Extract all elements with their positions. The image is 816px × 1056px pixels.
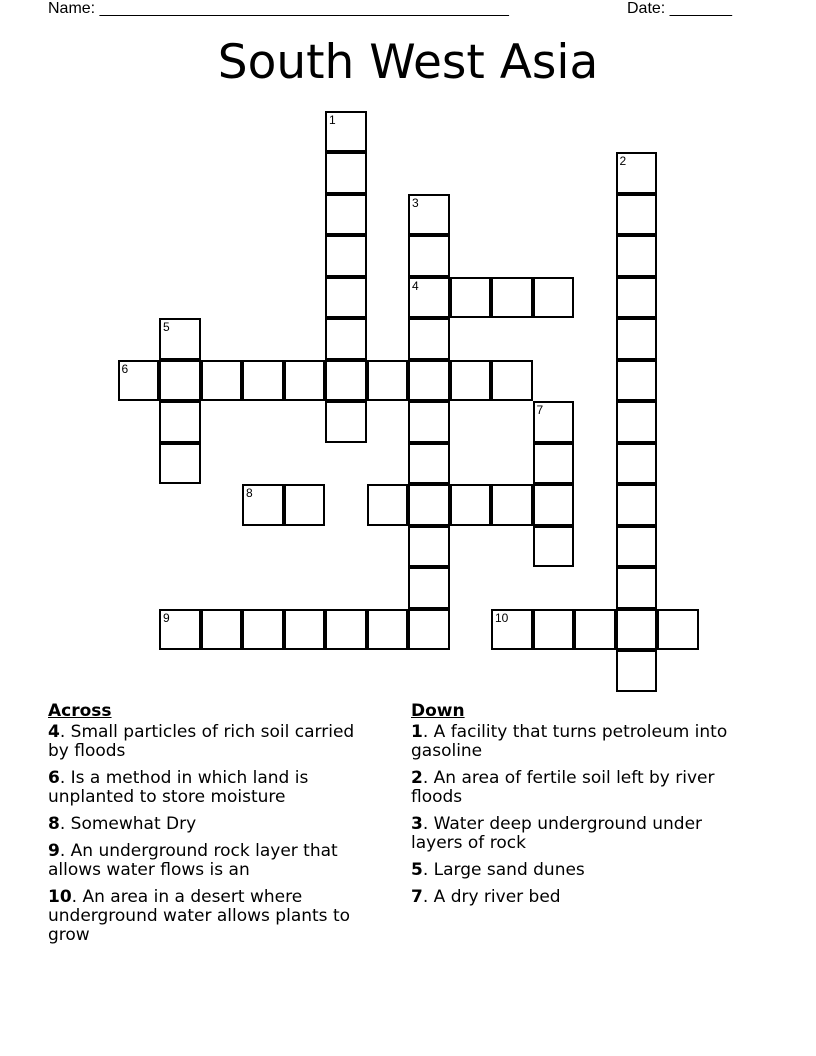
cell-number: 4 [412,278,419,293]
grid-cell[interactable] [616,360,658,402]
clue-number: 10 [48,887,72,907]
clue-text: Is a method in which land is unplanted to store moisture [48,768,309,807]
clue-item: 2. An area of fertile soil left by river floods [411,768,715,807]
grid-cell[interactable] [159,318,201,360]
grid-cell[interactable] [242,484,284,526]
clue-number: 5 [411,860,423,880]
grid-cell[interactable] [450,484,492,526]
grid-cell[interactable] [616,194,658,236]
grid-cell[interactable] [616,567,658,609]
clue-item: 5. Large sand dunes [411,860,585,880]
grid-cell[interactable] [408,526,450,568]
cell-number: 5 [163,320,170,334]
grid-cell[interactable] [325,609,367,651]
grid-cell[interactable] [616,526,658,568]
clue-text: Large sand dunes [433,860,585,880]
grid-cell[interactable] [616,318,658,360]
grid-cell[interactable] [408,318,450,360]
clue-text: An area of fertile soil left by river floods [411,768,715,807]
grid-cell[interactable] [616,443,658,485]
grid-cell[interactable] [491,484,533,526]
grid-cell[interactable] [408,194,450,236]
grid-cell[interactable] [574,609,616,651]
grid-cell[interactable] [367,484,409,526]
clue-number: 2 [411,768,423,788]
grid-cell[interactable] [325,235,367,277]
down-heading: Down [411,701,465,721]
grid-cell[interactable] [533,443,575,485]
grid-cell[interactable] [408,443,450,485]
clue-item: 4. Small particles of rich soil carried by floods [48,722,355,761]
grid-cell[interactable] [408,235,450,277]
cell-number: 1 [329,112,336,127]
grid-cell[interactable] [616,235,658,277]
grid-cell[interactable] [159,360,201,402]
grid-cell[interactable] [408,360,450,402]
grid-cell[interactable] [450,277,492,319]
across-heading: Across [48,701,112,721]
clue-text: An underground rock layer that allows water flows is an [48,841,338,880]
clue-item: 9. An underground rock layer that allows water flows is an [48,841,338,880]
clue-text: Water deep underground under layers of rock [411,814,703,853]
grid-cell[interactable] [657,609,699,651]
grid-cell[interactable] [491,609,533,651]
clue-number: 3 [411,814,423,834]
grid-cell[interactable] [325,194,367,236]
page-title: South West Asia [217,35,599,90]
grid-cell[interactable] [118,360,160,402]
cell-number: 2 [619,154,627,168]
clue-number: 4 [48,722,60,742]
grid-cell[interactable] [616,401,658,443]
grid-cell[interactable] [201,360,243,402]
grid-cell[interactable] [616,650,658,692]
clue-text: Small particles of rich soil carried by floods [48,722,355,761]
date-field-label[interactable]: Date: _______ [627,0,732,17]
grid-cell[interactable] [533,484,575,526]
clue-item: 6. Is a method in which land is unplanted to store moisture [48,768,309,807]
grid-cell[interactable] [325,401,367,443]
grid-cell[interactable] [491,277,533,319]
cell-number: 8 [246,486,253,500]
grid-cell[interactable] [367,360,409,402]
grid-cell[interactable] [533,277,575,319]
grid-cell[interactable] [367,609,409,651]
grid-cell[interactable] [616,277,658,319]
cell-number: 9 [163,610,170,625]
clue-item: 1. A facility that turns petroleum into gasoline [411,722,728,761]
clue-item: 8. Somewhat Dry [48,814,197,834]
grid-cell[interactable] [616,484,658,526]
clue-number: 6 [48,768,60,788]
name-field-label[interactable]: Name: ______________________________________________ [48,0,509,17]
grid-cell[interactable] [159,443,201,485]
grid-cell[interactable] [242,609,284,651]
grid-cell[interactable] [533,526,575,568]
clue-item: 7. A dry river bed [411,887,561,907]
clue-text: A facility that turns petroleum into gasoline [411,722,728,761]
grid-cell[interactable] [408,484,450,526]
grid-cell[interactable] [325,318,367,360]
grid-cell[interactable] [616,609,658,651]
cell-number: 3 [412,195,419,210]
cell-number: 10 [495,610,509,625]
grid-cell[interactable] [616,152,658,194]
grid-cell[interactable] [201,609,243,651]
grid-cell[interactable] [284,360,326,402]
clue-number: 8 [48,814,60,834]
grid-cell[interactable] [325,111,367,153]
grid-cell[interactable] [491,360,533,402]
clue-text: An area in a desert where underground water allows plants to grow [48,887,351,945]
cell-number: 7 [536,403,544,417]
clue-number: 7 [411,887,423,907]
down-clues [411,702,741,915]
clue-text: Somewhat Dry [70,814,197,834]
grid-cell[interactable] [408,277,450,319]
grid-cell[interactable] [325,277,367,319]
grid-cell[interactable] [284,609,326,651]
grid-cell[interactable] [159,401,201,443]
grid-cell[interactable] [408,401,450,443]
cell-number: 6 [121,361,129,376]
grid-cell[interactable] [450,360,492,402]
clue-item: 3. Water deep underground under layers of rock [411,814,703,853]
clue-number: 9 [48,841,60,861]
grid-cell[interactable] [242,360,284,402]
grid-cell[interactable] [325,360,367,402]
grid-cell[interactable] [533,609,575,651]
grid-cell[interactable] [408,567,450,609]
clue-number: 1 [411,722,423,742]
clue-text: A dry river bed [433,887,561,907]
grid-cell[interactable] [408,609,450,651]
grid-cell[interactable] [284,484,326,526]
grid-cell[interactable] [325,152,367,194]
across-clues [48,702,378,953]
grid-cell[interactable] [533,401,575,443]
clue-item: 10. An area in a desert where underground water allows plants to grow [48,887,351,945]
grid-cell[interactable] [159,609,201,651]
